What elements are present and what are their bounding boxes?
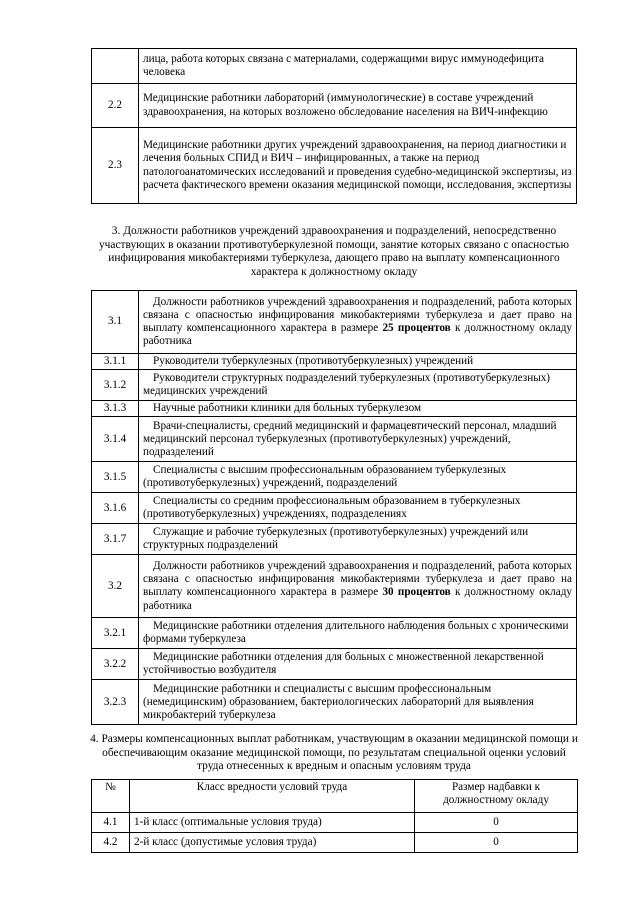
percent-word: процентов	[397, 586, 451, 599]
row-number: 3.1.3	[92, 401, 139, 417]
table-row	[92, 49, 577, 84]
row-text: Должности работников учреждений здравоохранения и подразделений, работа которых связана с опасностью инфицирования микобактериями туберкулеза и дает право на выплату компенсационного характера в размере 30 процентов к должностному окладу работника	[139, 555, 577, 618]
table-row	[92, 833, 578, 853]
section-4-heading: 4. Размеры компенсационных выплат работникам, участвующим в оказании медицинской помощи и обеспечивающим оказание медицинской помощи, по результатам специальной оценки условий труда отнесенных к вредным и опасным условиям труда	[90, 733, 578, 772]
table-row	[92, 555, 577, 618]
row-text: Врачи-специалисты, средний медицинский и фармацевтический персонал, младший медицинский персонал туберкулезных (противотуберкулезных) учреждений, подразделений	[139, 417, 577, 462]
row-number	[92, 49, 139, 84]
table-row	[92, 649, 577, 680]
row-text: Руководители структурных подразделений туберкулезных (противотуберкулезных) медицинских учреждений	[139, 370, 577, 401]
row-text: лица, работа которых связана с материалами, содержащими вирус иммунодефицита человека	[139, 49, 577, 84]
table-row	[92, 524, 577, 555]
row-number: 4.2	[92, 833, 130, 853]
row-number: 3.2	[92, 555, 139, 618]
row-number: 3.1.7	[92, 524, 139, 555]
table-row	[92, 813, 578, 833]
row-number: 2.3	[92, 128, 139, 204]
row-text: Медицинские работники отделения для больных с множественной лекарственной устойчивостью возбудителя	[139, 649, 577, 680]
table-row	[92, 618, 577, 649]
row-class: 2-й класс (допустимые условия труда)	[130, 833, 415, 853]
row-size: 0	[415, 813, 578, 833]
row-number: 3.1.5	[92, 462, 139, 493]
table-row	[92, 370, 577, 401]
table-row	[92, 680, 577, 725]
row-number: 3.1.1	[92, 354, 139, 370]
row-number: 3.2.3	[92, 680, 139, 725]
column-header-class: Класс вредности условий труда	[130, 780, 415, 813]
table-header-row	[92, 780, 578, 813]
row-text: Медицинские работники других учреждений здравоохранения, на период диагностики и лечения больных СПИД и ВИЧ – инфицированных, а также на период патологоанатомических исследований и проведения судебно-медицинской экспертизы, из расчета фактического времени оказания медицинской помощи, исследования, экспертизы	[139, 128, 577, 204]
row-text: Медицинские работники отделения длительного наблюдения больных с хроническими формами туберкулеза	[139, 618, 577, 649]
percent-value: 30	[382, 586, 394, 599]
row-text: Служащие и рабочие туберкулезных (противотуберкулезных) учреждений или структурных подразделений	[139, 524, 577, 555]
table-row	[92, 493, 577, 524]
row-number: 3.2.1	[92, 618, 139, 649]
table-section-4	[91, 779, 578, 853]
table-row	[92, 462, 577, 493]
row-text: Научные работники клиники для больных туберкулезом	[139, 401, 577, 417]
table-row	[92, 354, 577, 370]
table-row	[92, 84, 577, 128]
column-header-number: №	[92, 780, 130, 813]
table-section-2	[91, 48, 577, 204]
row-text: Медицинские работники и специалисты с высшим профессиональным (немедицинским) образованием, бактериологических лабораторий для выявления микробактерий туберкулеза	[139, 680, 577, 725]
table-row	[92, 401, 577, 417]
row-number: 4.1	[92, 813, 130, 833]
row-text: Должности работников учреждений здравоохранения и подразделений, работа которых связана с опасностью инфицирования микобактериями туберкулеза и дает право на выплату компенсационного характера в размере 25 процентов к должностному окладу работника	[139, 291, 577, 354]
table-section-3	[91, 290, 577, 725]
percent-value: 25	[382, 322, 394, 334]
row-class: 1-й класс (оптимальные условия труда)	[130, 813, 415, 833]
row-text: Специалисты с высшим профессиональным образованием туберкулезных (противотуберкулезных) учреждений, подразделений	[139, 462, 577, 493]
column-header-size: Размер надбавки к должностному окладу	[415, 780, 578, 813]
table-row	[92, 417, 577, 462]
row-number: 3.1	[92, 291, 139, 354]
section-3-heading: 3. Должности работников учреждений здравоохранения и подразделений, непосредственно участвующих в оказании противотуберкулезной помощи, занятие которых связано с опасностью инфицирования микобактериями туберкулеза, дающего право на выплату компенсационного характера к должностному окладу	[98, 225, 569, 278]
table-row	[92, 128, 577, 204]
row-number: 3.1.6	[92, 493, 139, 524]
row-number: 3.1.4	[92, 417, 139, 462]
row-text: Специалисты со средним профессиональным образованием в туберкулезных (противотуберкулезных) учреждениях, подразделениях	[139, 493, 577, 524]
row-size: 0	[415, 833, 578, 853]
row-text: Руководители туберкулезных (противотуберкулезных) учреждений	[139, 354, 577, 370]
row-number: 3.1.2	[92, 370, 139, 401]
table-row	[92, 291, 577, 354]
row-text: Медицинские работники лабораторий (иммунологические) в составе учреждений здравоохранения, на которых возложено обследование населения на ВИЧ-инфекцию	[139, 84, 577, 128]
row-number: 3.2.2	[92, 649, 139, 680]
percent-word: процентов	[397, 322, 451, 334]
row-number: 2.2	[92, 84, 139, 128]
